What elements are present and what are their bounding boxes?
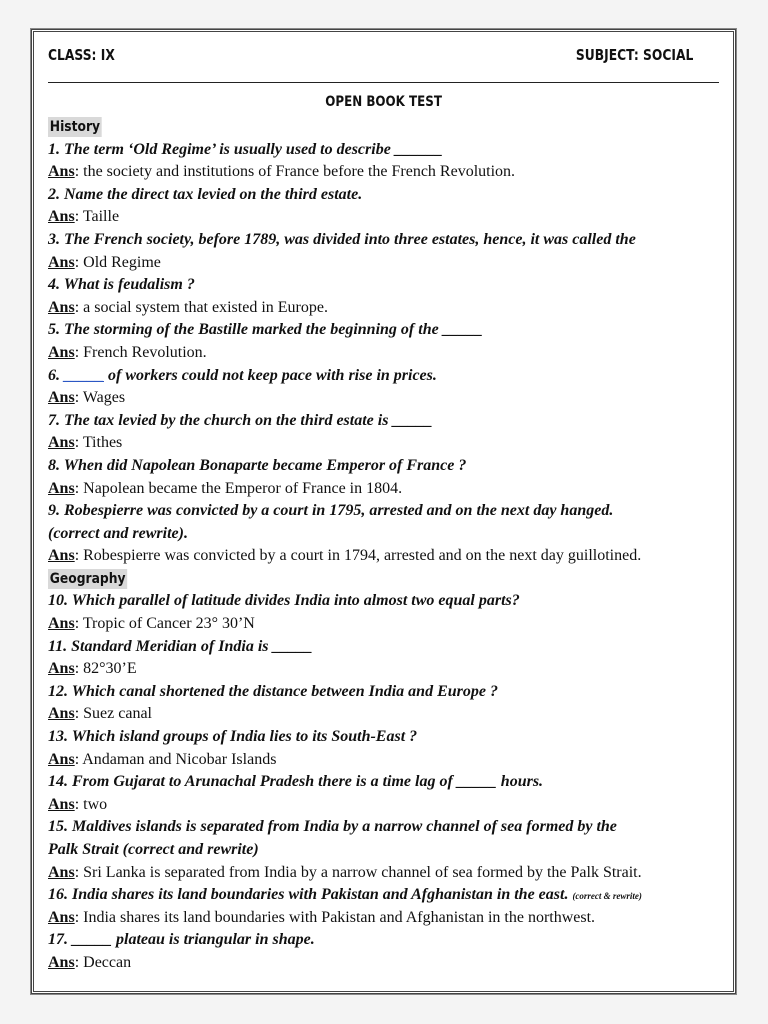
answer-12: Ans: Suez canal (48, 705, 152, 723)
question-15-cont: Palk Strait (correct and rewrite) (48, 841, 259, 858)
answer-8: Ans: Napolean became the Emperor of France in 1804. (48, 479, 403, 497)
question-11: 11. Standard Meridian of India is _____ (48, 637, 313, 655)
header-divider (48, 82, 719, 83)
question-12: 12. Which canal shortened the distance between India and Europe ? (48, 682, 498, 700)
answer-11: Ans: 82°30’E (48, 660, 137, 678)
answer-7: Ans: Tithes (48, 434, 123, 452)
question-15: 15. Maldives islands is separated from India by a narrow channel of sea formed by the (48, 818, 617, 836)
question-3: 3. The French society, before 1789, was divided into three estates, hence, it was called the (48, 230, 636, 248)
worksheet-page (31, 29, 736, 994)
rewrite-note: (correct & rewrite) (572, 891, 642, 902)
subject-label: SUBJECT: SOCIAL (575, 46, 694, 64)
question-6: 6. _____ of workers could not keep pace with rise in prices. (48, 366, 437, 384)
question-2: 2. Name the direct tax levied on the third estate. (48, 185, 363, 203)
answer-9: Ans: Robespierre was convicted by a court in 1794, arrested and on the next day guillotined. (48, 547, 642, 565)
question-9: 9. Robespierre was convicted by a court in 1795, arrested and on the next day hanged. (48, 502, 614, 520)
question-16: 16. India shares its land boundaries with Pakistan and Afghanistan in the east. (correct & rewrite) (48, 886, 642, 904)
answer-15: Ans: Sri Lanka is separated from India by a narrow channel of sea formed by the Palk Strait. (48, 863, 642, 881)
question-1: 1. The term ‘Old Regime’ is usually used to describe ______ (48, 140, 443, 158)
question-5: 5. The storming of the Bastille marked the beginning of the _____ (48, 321, 483, 339)
answer-1: Ans: the society and institutions of France before the French Revolution. (48, 163, 516, 181)
answer-17: Ans: Deccan (48, 953, 132, 971)
class-label: CLASS: IX (48, 46, 115, 64)
question-8: 8. When did Napolean Bonaparte became Emperor of France ? (48, 456, 467, 474)
answer-13: Ans: Andaman and Nicobar Islands (48, 750, 277, 768)
answer-3: Ans: Old Regime (48, 253, 161, 271)
section-history: History (49, 119, 101, 135)
question-14: 14. From Gujarat to Arunachal Pradesh there is a time lag of _____ hours. (48, 773, 544, 791)
answer-4: Ans: a social system that existed in Europe. (48, 298, 328, 316)
blue-blank: _____ (64, 366, 104, 384)
question-13: 13. Which island groups of India lies to its South-East ? (48, 728, 418, 746)
answer-14: Ans: two (48, 795, 108, 813)
answer-16: Ans: India shares its land boundaries with Pakistan and Afghanistan in the northwest. (48, 908, 596, 926)
question-4: 4. What is feudalism ? (48, 276, 195, 294)
section-geography: Geography (49, 570, 126, 587)
answer-10: Ans: Tropic of Cancer 23° 30’N (48, 615, 255, 633)
question-17: 17. _____ plateau is triangular in shape. (48, 931, 315, 949)
answer-6: Ans: Wages (48, 389, 126, 407)
question-10: 10. Which parallel of latitude divides India into almost two equal parts? (48, 592, 520, 610)
answer-5: Ans: French Revolution. (48, 343, 207, 361)
answer-2: Ans: Taille (48, 208, 120, 226)
question-7: 7. The tax levied by the church on the third estate is _____ (48, 411, 433, 429)
test-title: OPEN BOOK TEST (325, 94, 442, 110)
worksheet-body (48, 116, 725, 975)
question-9-cont: (correct and rewrite). (48, 524, 188, 542)
header (48, 46, 694, 70)
